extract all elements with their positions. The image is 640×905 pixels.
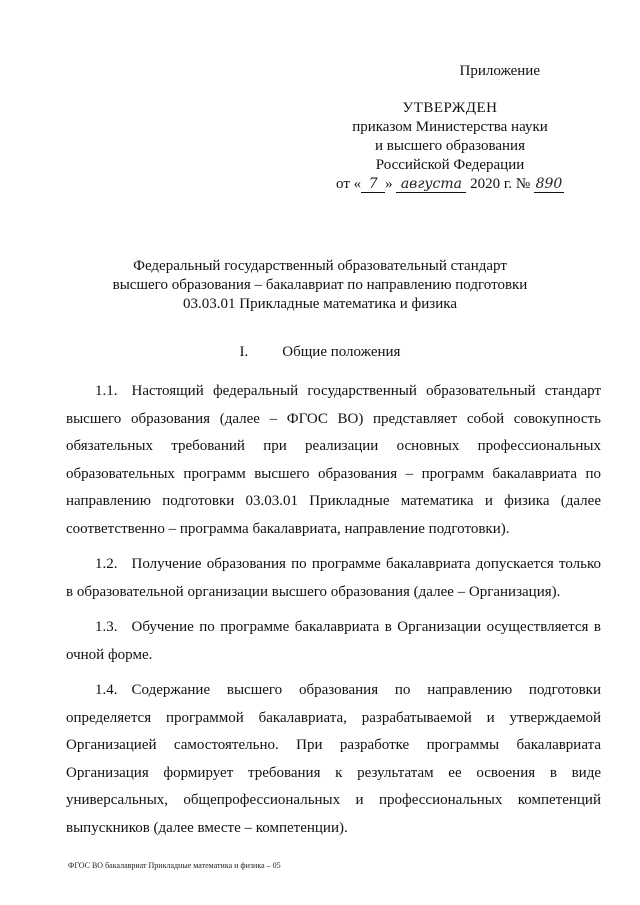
body-text [66, 378, 601, 850]
approved-heading: УТВЕРЖДЕН [402, 100, 498, 116]
approval-line-3: Российской Федерации [375, 157, 525, 173]
paragraph-number: 1.1. [95, 383, 118, 399]
paragraph-1-2 [66, 551, 601, 606]
order-date-line [330, 175, 570, 194]
page-footer: ФГОС ВО бакалавриат Прикладные математика и физика – 05 [68, 861, 281, 870]
paragraph-text: Настоящий федеральный государственный образовательный стандарт высшего образования (далее – ФГОС ВО) представляет собой совокупность обязательных требований при реализации основных профессиональных образовательных программ высшего образования – программ бакалавриата по направлению подготовки 03.03.01 Прикладные математика и физика (далее соответственно – программа бакалавриата, направление подготовки). [66, 383, 601, 537]
approval-line-2: и высшего образования [375, 138, 525, 154]
approval-block [330, 62, 570, 194]
section-heading [0, 343, 640, 362]
standard-title-line-1: Федеральный государственный образовательный стандарт [133, 258, 507, 274]
date-prefix: от « [336, 176, 362, 192]
handwritten-month: августа [396, 177, 466, 193]
paragraph-number: 1.3. [95, 619, 118, 635]
paragraph-1-1 [66, 378, 601, 543]
date-year: 2020 г. № [470, 176, 531, 192]
paragraph-text: Получение образования по программе бакалавриата допускается только в образовательной организации высшего образования (далее – Организация). [66, 556, 601, 600]
appendix-label: Приложение [459, 63, 540, 79]
standard-title [90, 257, 550, 314]
handwritten-day: 7 [361, 177, 385, 193]
paragraph-text: Обучение по программе бакалавриата в Организации осуществляется в очной форме. [66, 619, 601, 663]
paragraph-1-4 [66, 677, 601, 842]
section-title: Общие положения [282, 344, 401, 360]
paragraph-1-3 [66, 614, 601, 669]
section-number: I. [239, 344, 249, 360]
paragraph-number: 1.4. [95, 682, 118, 698]
standard-title-line-2: высшего образования – бакалавриат по направлению подготовки [112, 277, 528, 293]
handwritten-order-number: 890 [535, 176, 563, 192]
standard-title-line-3: 03.03.01 Прикладные математика и физика [183, 296, 457, 312]
date-mid: » [385, 176, 393, 192]
paragraph-number: 1.2. [95, 556, 118, 572]
paragraph-text: Содержание высшего образования по направлению подготовки определяется программой бакалавриата, разрабатываемой и утверждаемой Организацией самостоятельно. При разработке программы бакалавриата Организация формирует требования к результатам ее освоения в виде универсальных, общепрофессиональных и профессиональных компетенций выпускников (далее вместе – компетенции). [66, 682, 601, 836]
approval-line-1: приказом Министерства науки [352, 119, 548, 135]
